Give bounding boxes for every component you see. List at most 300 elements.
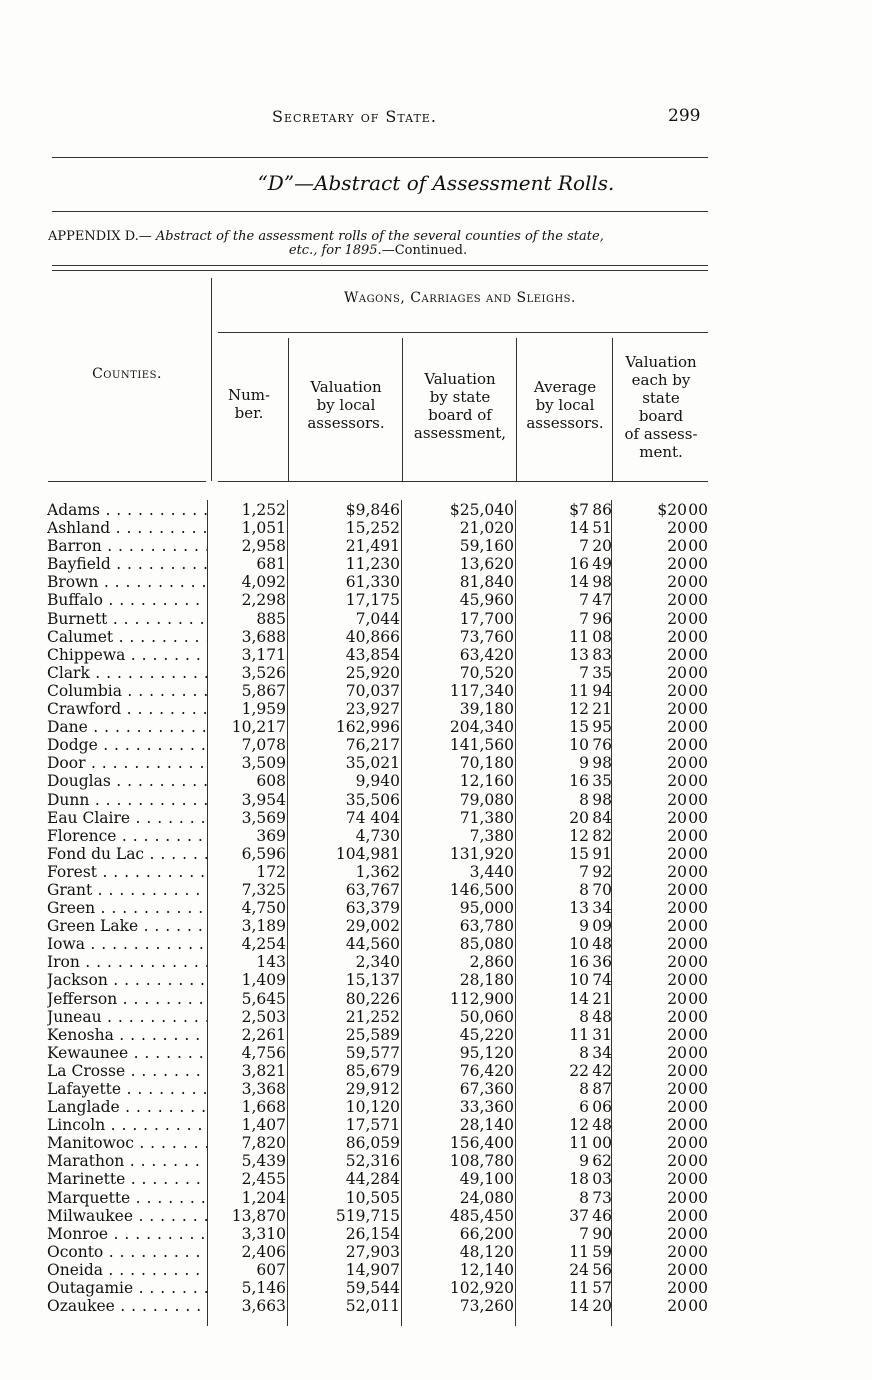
number-cell: 1,051	[241, 519, 286, 538]
running-head	[0, 107, 872, 131]
table-row	[0, 953, 872, 971]
each-dollars-cell: 20	[667, 1188, 687, 1207]
local-valuation-cell: 80,226	[345, 989, 400, 1008]
each-cents-cell: 00	[688, 663, 708, 682]
each-dollars-cell: 20	[667, 953, 687, 972]
county-cell: Burnett . . .	[47, 610, 207, 628]
local-valuation-cell: 59,577	[345, 1043, 400, 1062]
number-cell: 3,663	[241, 1297, 286, 1316]
each-cents-cell: 00	[688, 880, 708, 899]
each-cents-cell: 00	[688, 844, 708, 863]
each-cents-cell: 00	[688, 1061, 708, 1080]
each-cents-cell: 00	[688, 718, 708, 737]
state-valuation-cell: 73,260	[459, 1297, 514, 1316]
state-valuation-cell: 76,420	[459, 1061, 514, 1080]
each-cents-cell: 00	[688, 1134, 708, 1153]
each-dollars-cell: 20	[667, 1152, 687, 1171]
each-dollars-cell: 20	[667, 971, 687, 990]
each-cents-cell: 00	[688, 681, 708, 700]
table-row	[0, 1080, 872, 1098]
table-row	[0, 935, 872, 953]
state-valuation-cell: 146,500	[449, 880, 514, 899]
average-cents-cell: 98	[592, 790, 612, 809]
each-dollars-cell: 20	[667, 555, 687, 574]
local-valuation-cell: 519,715	[335, 1206, 400, 1225]
table-row	[0, 646, 872, 664]
average-cents-cell: 00	[592, 1134, 612, 1153]
number-cell: 4,750	[241, 899, 286, 918]
each-dollars-cell: 20	[667, 645, 687, 664]
average-cents-cell: 95	[592, 718, 612, 737]
average-dollars-cell: 11	[569, 1134, 589, 1153]
county-cell: Brown . . .	[47, 573, 207, 591]
each-dollars-cell: 20	[667, 1025, 687, 1044]
average-dollars-cell: 7	[579, 663, 589, 682]
average-cents-cell: 76	[592, 736, 612, 755]
average-dollars-cell: 12	[569, 700, 589, 719]
local-valuation-cell: 4,730	[355, 826, 400, 845]
each-dollars-cell: 20	[667, 1116, 687, 1135]
table-row	[0, 1225, 872, 1243]
table-row	[0, 791, 872, 809]
local-valuation-cell: 26,154	[345, 1224, 400, 1243]
header-divider-1	[288, 338, 289, 481]
county-cell: Crawford . . .	[47, 700, 207, 718]
each-cents-cell: 00	[688, 645, 708, 664]
table-row	[0, 1243, 872, 1261]
local-valuation-cell: 10,120	[345, 1098, 400, 1117]
local-valuation-cell: 23,927	[345, 700, 400, 719]
rule-table-top-1	[52, 265, 708, 266]
each-dollars-cell: 20	[667, 1007, 687, 1026]
average-cents-cell: 83	[592, 645, 612, 664]
local-valuation-cell: 27,903	[345, 1242, 400, 1261]
rule-table-top-2	[52, 270, 708, 271]
county-cell: Oconto . . .	[47, 1243, 207, 1261]
local-valuation-cell: 63,767	[345, 880, 400, 899]
table-row	[0, 1170, 872, 1188]
state-valuation-cell: 85,080	[459, 935, 514, 954]
each-cents-cell: 00	[688, 862, 708, 881]
average-dollars-cell: 37	[569, 1206, 589, 1225]
average-cents-cell: 87	[592, 1080, 612, 1098]
county-cell: Iron . . .	[47, 953, 207, 971]
number-cell: 5,645	[241, 989, 286, 1008]
county-cell: Langlade . . .	[47, 1098, 207, 1116]
number-cell: 3,509	[241, 754, 286, 773]
average-dollars-cell: 8	[579, 1007, 589, 1026]
average-dollars-cell: 13	[569, 645, 589, 664]
each-cents-cell: 00	[688, 935, 708, 954]
state-valuation-cell: 28,180	[459, 971, 514, 990]
table-row	[0, 863, 872, 881]
average-cents-cell: 48	[592, 1007, 612, 1026]
average-dollars-cell: 18	[569, 1170, 589, 1189]
col-header-number: Num- ber.	[227, 386, 271, 422]
county-cell: Fond du Lac . . .	[47, 845, 207, 863]
number-cell: 7,325	[241, 880, 286, 899]
state-valuation-cell: 33,360	[459, 1098, 514, 1117]
caption-prefix: APPENDIX D.—	[48, 229, 156, 244]
local-valuation-cell: 43,854	[345, 645, 400, 664]
average-cents-cell: 46	[592, 1206, 612, 1225]
each-cents-cell: 00	[688, 772, 708, 791]
average-dollars-cell: 12	[569, 826, 589, 845]
each-dollars-cell: 20	[667, 537, 687, 556]
state-valuation-cell: 70,520	[459, 663, 514, 682]
state-valuation-cell: 21,020	[459, 519, 514, 538]
state-valuation-cell: 45,220	[459, 1025, 514, 1044]
each-cents-cell: 00	[688, 1279, 708, 1298]
each-cents-cell: 00	[688, 971, 708, 990]
table-row	[0, 990, 872, 1008]
number-cell: 13,870	[231, 1206, 286, 1225]
average-dollars-cell: 8	[579, 1188, 589, 1207]
number-cell: 7,820	[241, 1134, 286, 1153]
average-dollars-cell: 10	[569, 935, 589, 954]
local-valuation-cell: 17,571	[345, 1116, 400, 1135]
caption-line2: etc., for 1895.	[288, 243, 382, 258]
number-cell: 7,078	[241, 736, 286, 755]
average-dollars-cell: 10	[569, 971, 589, 990]
average-cents-cell: 86	[592, 501, 612, 519]
local-valuation-cell: 40,866	[345, 627, 400, 646]
table-row	[0, 537, 872, 555]
average-cents-cell: 59	[592, 1242, 612, 1261]
table-row	[0, 1134, 872, 1152]
local-valuation-cell: 44,284	[345, 1170, 400, 1189]
average-cents-cell: 73	[592, 1188, 612, 1207]
local-valuation-cell: 25,920	[345, 663, 400, 682]
average-dollars-cell: 7	[579, 1224, 589, 1243]
table-row	[0, 501, 872, 519]
each-cents-cell: 00	[688, 1188, 708, 1207]
county-cell: Milwaukee . . .	[47, 1207, 207, 1225]
county-cell: Oneida . . .	[47, 1261, 207, 1279]
local-valuation-cell: 17,175	[345, 591, 400, 610]
average-dollars-cell: 15	[569, 718, 589, 737]
table-row	[0, 591, 872, 609]
average-cents-cell: 42	[592, 1061, 612, 1080]
header-group-rule	[218, 332, 708, 333]
each-dollars-cell: 20	[667, 1134, 687, 1153]
number-cell: 3,526	[241, 663, 286, 682]
local-valuation-cell: 162,996	[335, 718, 400, 737]
each-cents-cell: 00	[688, 537, 708, 556]
number-cell: 885	[256, 609, 286, 628]
average-dollars-cell: 8	[579, 1043, 589, 1062]
each-dollars-cell: 20	[667, 736, 687, 755]
county-cell: Jackson . . .	[47, 971, 207, 989]
header-bottom-rule-counties	[48, 481, 206, 482]
local-valuation-cell: 35,506	[345, 790, 400, 809]
number-cell: 3,954	[241, 790, 286, 809]
number-cell: 2,261	[241, 1025, 286, 1044]
table-row	[0, 1116, 872, 1134]
number-cell: 1,409	[241, 971, 286, 990]
number-cell: 3,189	[241, 917, 286, 936]
average-dollars-cell: 11	[569, 1025, 589, 1044]
average-dollars-cell: 8	[579, 1080, 589, 1098]
each-cents-cell: 00	[688, 1242, 708, 1261]
header-divider-3	[516, 338, 517, 481]
local-valuation-cell: 10,505	[345, 1188, 400, 1207]
average-dollars-cell: 11	[569, 1242, 589, 1261]
local-valuation-cell: 70,037	[345, 681, 400, 700]
each-cents-cell: 00	[688, 555, 708, 574]
each-dollars-cell: 20	[667, 772, 687, 791]
average-cents-cell: 57	[592, 1279, 612, 1298]
state-valuation-cell: 63,780	[459, 917, 514, 936]
average-cents-cell: 03	[592, 1170, 612, 1189]
each-dollars-cell: 20	[667, 1297, 687, 1316]
local-valuation-cell: 1,362	[355, 862, 400, 881]
state-valuation-cell: 204,340	[449, 718, 514, 737]
average-cents-cell: 92	[592, 862, 612, 881]
number-cell: 143	[256, 953, 286, 972]
county-cell: La Crosse . . .	[47, 1062, 207, 1080]
average-cents-cell: 48	[592, 935, 612, 954]
average-dollars-cell: 22	[569, 1061, 589, 1080]
average-cents-cell: 74	[592, 971, 612, 990]
local-valuation-cell: 104,981	[335, 844, 400, 863]
county-cell: Juneau . . .	[47, 1008, 207, 1026]
average-cents-cell: 94	[592, 681, 612, 700]
average-dollars-cell: 16	[569, 555, 589, 574]
each-dollars-cell: 20	[667, 1279, 687, 1298]
table-row	[0, 555, 872, 573]
local-valuation-cell: 59,544	[345, 1279, 400, 1298]
table-row	[0, 718, 872, 736]
table-row	[0, 772, 872, 790]
average-cents-cell: 51	[592, 519, 612, 538]
each-dollars-cell: 20	[667, 1224, 687, 1243]
number-cell: 607	[256, 1260, 286, 1279]
state-valuation-cell: 13,620	[459, 555, 514, 574]
county-cell: Bayfield . . .	[47, 555, 207, 573]
state-valuation-cell: 24,080	[459, 1188, 514, 1207]
average-cents-cell: 84	[592, 808, 612, 827]
rule-top	[52, 157, 708, 158]
local-valuation-cell: 15,137	[345, 971, 400, 990]
average-dollars-cell: 8	[579, 880, 589, 899]
state-valuation-cell: 156,400	[449, 1134, 514, 1153]
number-cell: 681	[256, 555, 286, 574]
average-cents-cell: 21	[592, 700, 612, 719]
table-row	[0, 610, 872, 628]
each-cents-cell: 00	[688, 501, 708, 519]
state-valuation-cell: 81,840	[459, 573, 514, 592]
local-valuation-cell: 63,379	[345, 899, 400, 918]
each-dollars-cell: 20	[667, 899, 687, 918]
average-dollars-cell: 7	[579, 862, 589, 881]
local-valuation-cell: 85,679	[345, 1061, 400, 1080]
caption-suffix: —Continued.	[381, 243, 468, 258]
county-cell: Iowa . . .	[47, 935, 207, 953]
col-header-each: Valuation each by state board of assess- ment.	[624, 353, 698, 461]
average-cents-cell: 47	[592, 591, 612, 610]
state-valuation-cell: 3,440	[469, 862, 514, 881]
county-cell: Manitowoc . . .	[47, 1134, 207, 1152]
average-cents-cell: 90	[592, 1224, 612, 1243]
each-dollars-cell: 20	[667, 1260, 687, 1279]
county-cell: Adams . . .	[47, 501, 207, 519]
county-cell: Eau Claire . . .	[47, 809, 207, 827]
state-valuation-cell: 131,920	[449, 844, 514, 863]
page-number: 299	[668, 106, 701, 126]
average-cents-cell: 70	[592, 880, 612, 899]
average-dollars-cell: 7	[579, 609, 589, 628]
average-dollars-cell: 14	[569, 989, 589, 1008]
each-dollars-cell: 20	[667, 989, 687, 1008]
table-row	[0, 1008, 872, 1026]
average-dollars-cell: $7	[569, 501, 589, 519]
number-cell: 5,867	[241, 681, 286, 700]
each-dollars-cell: 20	[667, 663, 687, 682]
each-dollars-cell: 20	[667, 591, 687, 610]
each-cents-cell: 00	[688, 754, 708, 773]
number-cell: 4,254	[241, 935, 286, 954]
number-cell: 1,204	[241, 1188, 286, 1207]
each-cents-cell: 00	[688, 1224, 708, 1243]
table-row	[0, 1279, 872, 1297]
counties-header: Counties.	[92, 366, 162, 382]
average-dollars-cell: 7	[579, 591, 589, 610]
local-valuation-cell: 15,252	[345, 519, 400, 538]
average-cents-cell: 62	[592, 1152, 612, 1171]
average-dollars-cell: 11	[569, 627, 589, 646]
each-cents-cell: 00	[688, 591, 708, 610]
local-valuation-cell: 21,491	[345, 537, 400, 556]
average-cents-cell: 98	[592, 754, 612, 773]
table-row	[0, 1098, 872, 1116]
local-valuation-cell: 52,011	[345, 1297, 400, 1316]
county-cell: Monroe . . .	[47, 1225, 207, 1243]
each-cents-cell: 00	[688, 989, 708, 1008]
each-dollars-cell: 20	[667, 718, 687, 737]
each-dollars-cell: 20	[667, 844, 687, 863]
state-valuation-cell: 39,180	[459, 700, 514, 719]
state-valuation-cell: 79,080	[459, 790, 514, 809]
each-cents-cell: 00	[688, 1080, 708, 1098]
county-cell: Marinette . . .	[47, 1170, 207, 1188]
average-dollars-cell: 11	[569, 1279, 589, 1298]
state-valuation-cell: 95,000	[459, 899, 514, 918]
number-cell: 608	[256, 772, 286, 791]
local-valuation-cell: 9,940	[355, 772, 400, 791]
local-valuation-cell: 61,330	[345, 573, 400, 592]
average-cents-cell: 56	[592, 1260, 612, 1279]
table-row	[0, 881, 872, 899]
county-cell: Jefferson . . .	[47, 990, 207, 1008]
state-valuation-cell: 73,760	[459, 627, 514, 646]
county-cell: Barron . . .	[47, 537, 207, 555]
table-row	[0, 519, 872, 537]
state-valuation-cell: 63,420	[459, 645, 514, 664]
average-cents-cell: 21	[592, 989, 612, 1008]
each-cents-cell: 00	[688, 1098, 708, 1117]
state-valuation-cell: 45,960	[459, 591, 514, 610]
state-valuation-cell: 2,860	[469, 953, 514, 972]
county-cell: Marquette . . .	[47, 1189, 207, 1207]
local-valuation-cell: 76,217	[345, 736, 400, 755]
number-cell: 1,252	[241, 501, 286, 519]
state-valuation-cell: 67,360	[459, 1080, 514, 1098]
county-cell: Calumet . . .	[47, 628, 207, 646]
state-valuation-cell: 112,900	[449, 989, 514, 1008]
average-cents-cell: 34	[592, 899, 612, 918]
table-row	[0, 682, 872, 700]
local-valuation-cell: 52,316	[345, 1152, 400, 1171]
county-cell: Grant . . .	[47, 881, 207, 899]
state-valuation-cell: 12,160	[459, 772, 514, 791]
each-dollars-cell: $20	[657, 501, 687, 519]
local-valuation-cell: 2,340	[355, 953, 400, 972]
each-cents-cell: 00	[688, 573, 708, 592]
each-dollars-cell: 20	[667, 917, 687, 936]
average-dollars-cell: 12	[569, 1116, 589, 1135]
table-row	[0, 1207, 872, 1225]
header-divider-2	[402, 338, 403, 481]
each-cents-cell: 00	[688, 1025, 708, 1044]
number-cell: 2,958	[241, 537, 286, 556]
each-dollars-cell: 20	[667, 609, 687, 628]
each-dollars-cell: 20	[667, 1061, 687, 1080]
average-cents-cell: 49	[592, 555, 612, 574]
county-cell: Outagamie . . .	[47, 1279, 207, 1297]
average-cents-cell: 96	[592, 609, 612, 628]
each-dollars-cell: 20	[667, 754, 687, 773]
each-dollars-cell: 20	[667, 1206, 687, 1225]
state-valuation-cell: 108,780	[449, 1152, 514, 1171]
number-cell: 3,310	[241, 1224, 286, 1243]
county-cell: Florence . . .	[47, 827, 207, 845]
number-cell: 6,596	[241, 844, 286, 863]
each-cents-cell: 00	[688, 1170, 708, 1189]
local-valuation-cell: 86,059	[345, 1134, 400, 1153]
local-valuation-cell: 35,021	[345, 754, 400, 773]
table-row	[0, 899, 872, 917]
average-dollars-cell: 11	[569, 681, 589, 700]
county-cell: Columbia . . .	[47, 682, 207, 700]
col-header-local: Valuation by local assessors.	[307, 378, 385, 432]
county-cell: Forest . . .	[47, 863, 207, 881]
rule-under-title	[52, 211, 708, 212]
table-row	[0, 845, 872, 863]
each-dollars-cell: 20	[667, 681, 687, 700]
average-cents-cell: 06	[592, 1098, 612, 1117]
each-dollars-cell: 20	[667, 1043, 687, 1062]
table-row	[0, 971, 872, 989]
average-dollars-cell: 16	[569, 953, 589, 972]
each-dollars-cell: 20	[667, 862, 687, 881]
state-valuation-cell: 66,200	[459, 1224, 514, 1243]
county-cell: Marathon . . .	[47, 1152, 207, 1170]
number-cell: 2,406	[241, 1242, 286, 1261]
header-divider-counties	[211, 278, 212, 481]
each-dollars-cell: 20	[667, 573, 687, 592]
number-cell: 2,503	[241, 1007, 286, 1026]
average-cents-cell: 82	[592, 826, 612, 845]
number-cell: 10,217	[231, 718, 286, 737]
county-cell: Door . . .	[47, 754, 207, 772]
each-dollars-cell: 20	[667, 880, 687, 899]
each-dollars-cell: 20	[667, 1170, 687, 1189]
each-dollars-cell: 20	[667, 1242, 687, 1261]
each-cents-cell: 00	[688, 519, 708, 538]
number-cell: 1,959	[241, 700, 286, 719]
each-cents-cell: 00	[688, 700, 708, 719]
